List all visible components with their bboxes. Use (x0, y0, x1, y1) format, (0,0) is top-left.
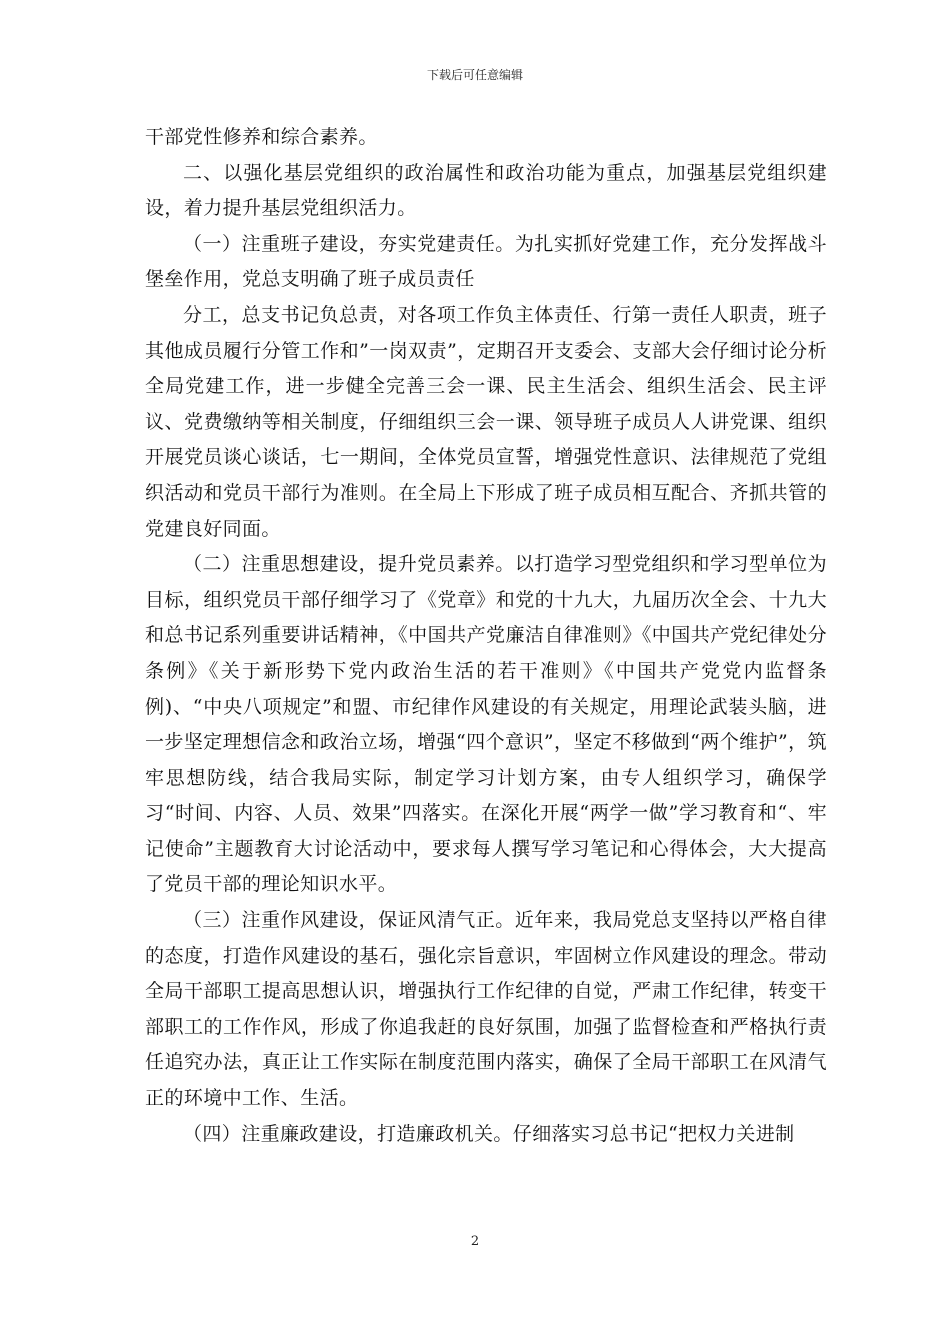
paragraph: （四）注重廉政建设，打造廉政机关。仔细落实习总书记“把权力关进制 (183, 1122, 795, 1145)
paragraph: 分工，总支书记负总责，对各项工作负主体责任、行第一责任人职责，班子其他成员履行分管工作和”一岗双责”，定期召开支委会、支部大会仔细讨论分析全局党建工作，进一步健全完善三会一课、民主生活会、组织生活会、民主评议、党费缴纳等相关制度，仔细组织三会一课、领导班子成员人人讲党课、组织开展党员谈心谈话，七一期间，全体党员宣誓，增强党性意识、法律规范了党组织活动和党员干部行为准则。在全局上下形成了班子成员相互配合、齐抓共管的党建良好同面。 (145, 303, 827, 540)
document-body (145, 120, 827, 1152)
page-header: 下载后可任意编辑 (426, 68, 523, 82)
paragraph: （二）注重思想建设，提升党员素养。以打造学习型党组织和学习型单位为目标，组织党员干部仔细学习了《党章》和党的十九大，九届历次全会、十九大和总书记系列重要讲话精神，《中国共产党廉洁自律准则》《中国共产党纪律处分条例》《关于新形势下党内政治生活的若干准则》《中国共产党党内监督条例)、“中央八项规定”和盟、市纪律作风建设的有关规定，用理论武装头脑，进一步坚定理想信念和政治立场，增强“四个意识”，坚定不移做到“两个维护”，筑牢思想防线，结合我局实际，制定学习计划方案，由专人组织学习，确保学习“时间、内容、人员、效果”四落实。在深化开展“两学一做”学习教育和“、牢记使命”主题教育大讨论活动中，要求每人撰写学习笔记和心得体会，大大提高了党员干部的理论知识水平。 (145, 553, 827, 896)
paragraph: （一）注重班子建设，夯实党建责任。为扎实抓好党建工作，充分发挥战斗堡垒作用，党总支明确了班子成员责任 (145, 232, 827, 291)
paragraph: （三）注重作风建设，保证风清气正。近年来，我局党总支坚持以严格自律的态度，打造作风建设的基石，强化宗旨意识，牢固树立作风建设的理念。带动全局干部职工提高思想认识，增强执行工作纪律的自觉，严肃工作纪律，转变干部职工的工作作风，形成了你追我赶的良好氛围，加强了监督检查和严格执行责任追究办法，真正让工作实际在制度范围内落实，确保了全局干部职工在风清气正的环境中工作、生活。 (145, 909, 827, 1110)
page-number: 2 (470, 1234, 480, 1249)
paragraph: 干部党性修养和综合素养。 (145, 126, 378, 148)
paragraph: 二、以强化基层党组织的政治属性和政治功能为重点，加强基层党组织建设，着力提升基层党组织活力。 (145, 161, 827, 220)
